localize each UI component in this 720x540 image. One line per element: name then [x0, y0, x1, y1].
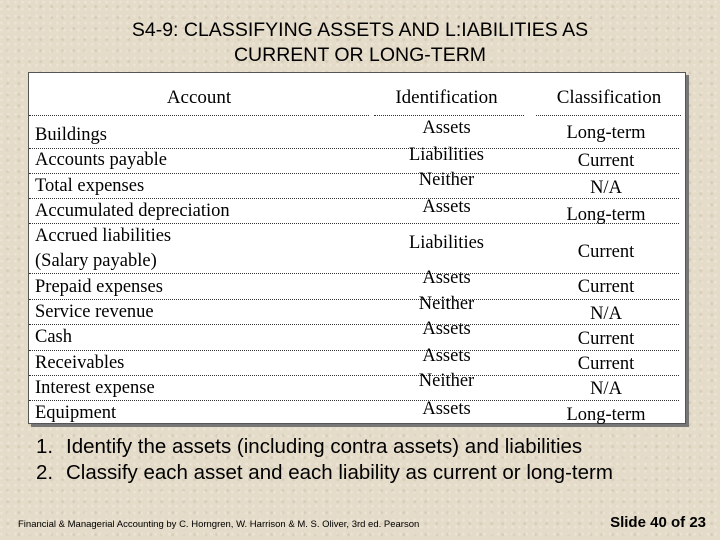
account-row: Equipment — [35, 403, 117, 424]
header-divider — [29, 115, 369, 116]
account-row: Prepaid expenses — [35, 276, 163, 297]
header-account: Account — [166, 87, 232, 108]
classification-cell: Long-term — [566, 123, 646, 143]
identification-cell: Assets — [422, 319, 471, 339]
header-divider — [536, 115, 681, 116]
header-identification: Identification — [395, 87, 498, 108]
identification-cell: Neither — [418, 170, 475, 190]
identification-cell: Assets — [422, 118, 471, 138]
identification-cell: Assets — [422, 346, 471, 366]
identification-cell: Assets — [422, 399, 471, 419]
classification-cell: Current — [577, 151, 635, 171]
account-row: Cash — [35, 327, 72, 348]
classification-cell: N/A — [590, 304, 622, 324]
classification-table — [28, 72, 686, 424]
account-row: Interest expense — [35, 377, 155, 398]
classification-cell: Long-term — [566, 205, 646, 225]
account-row: Total expenses — [35, 175, 145, 196]
title-line-2: CURRENT OR LONG-TERM — [233, 44, 487, 66]
slide-total: 23 — [689, 514, 706, 531]
source-credit: Financial & Managerial Accounting by C. Horngren, W. Harrison & M. S. Oliver, 3rd ed. Pearson — [18, 519, 420, 530]
classification-cell: Current — [577, 329, 635, 349]
slide-title — [30, 18, 690, 68]
instructions-list — [36, 434, 696, 486]
account-row: Receivables — [35, 352, 125, 373]
slide-of: of — [670, 514, 686, 531]
classification-cell: N/A — [590, 178, 622, 198]
title-line-1: S4-9: CLASSIFYING ASSETS AND L:IABILITIES AS — [131, 19, 589, 41]
instruction-item — [36, 434, 696, 460]
classification-cell: Current — [577, 277, 635, 297]
instruction-text: Identify the assets (including contra assets) and liabilities — [66, 435, 583, 458]
classification-cell: Current — [577, 354, 635, 374]
slide-current: 40 — [650, 514, 667, 531]
slide-label: Slide — [610, 514, 646, 531]
identification-cell: Neither — [418, 371, 475, 391]
account-row: Buildings — [35, 125, 107, 145]
account-row: Accounts payable — [35, 150, 168, 171]
classification-cell: Current — [577, 242, 635, 262]
account-row: Accrued liabilities — [35, 226, 172, 247]
instruction-item — [36, 460, 696, 486]
identification-cell: Liabilities — [408, 145, 484, 165]
account-row: (Salary payable) — [35, 251, 157, 272]
instruction-number: 1. — [36, 435, 54, 458]
identification-cell: Liabilities — [408, 233, 484, 253]
identification-cell: Assets — [422, 268, 471, 288]
slide-number — [610, 514, 706, 531]
classification-cell: Long-term — [566, 405, 646, 425]
row-divider — [29, 273, 679, 274]
classification-cell: N/A — [590, 379, 622, 399]
header-classification: Classification — [556, 87, 662, 108]
identification-cell: Assets — [422, 197, 471, 217]
instruction-text: Classify each asset and each liability as current or long-term — [66, 461, 613, 484]
identification-cell: Neither — [418, 294, 475, 314]
account-column — [35, 123, 230, 427]
account-row: Service revenue — [35, 302, 154, 323]
instruction-number: 2. — [36, 461, 54, 484]
account-row: Accumulated depreciation — [35, 200, 230, 221]
